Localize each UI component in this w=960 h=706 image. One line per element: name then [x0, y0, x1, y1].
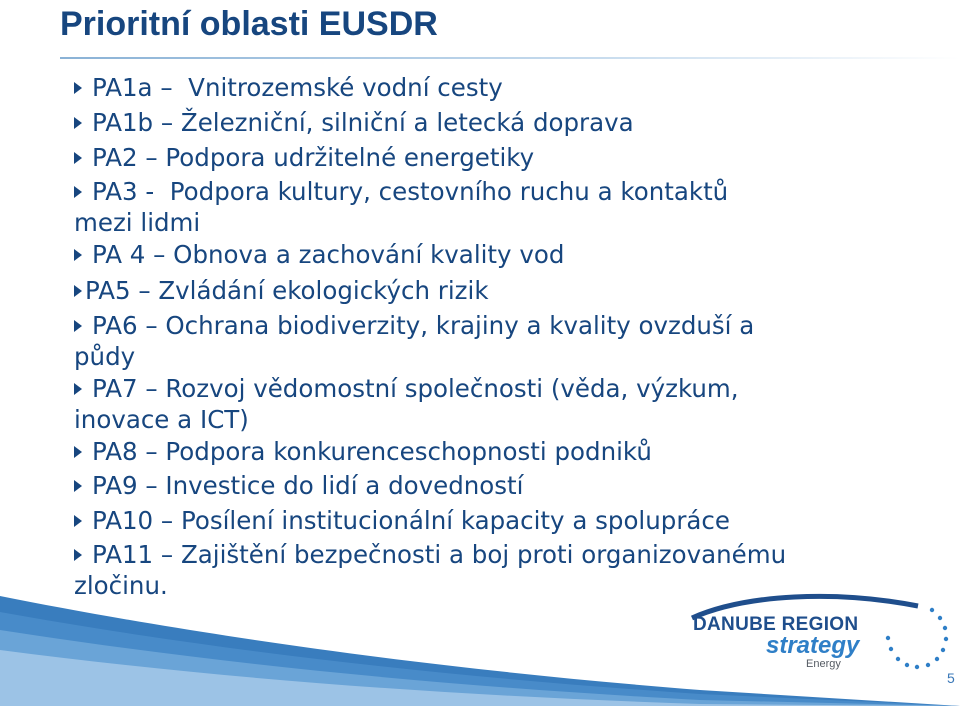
list-item-text: PA8 – Podpora konkurenceschopnosti podniků — [92, 437, 652, 466]
logo-text-strategy: strategy — [766, 632, 860, 659]
list-item-text: PA9 – Investice do lidí a dovedností — [92, 471, 524, 500]
list-item-text: PA 4 – Obnova a zachování kvality vod — [92, 240, 565, 269]
list-item-text: PA11 – Zajištění bezpečnosti a boj proti organizovanému zločinu. — [74, 540, 787, 600]
list-item-text: PA1a – Vnitrozemské vodní cesty — [92, 73, 503, 102]
list-item-text: PA6 – Ochrana biodiverzity, krajiny a kvality ovzduší a půdy — [74, 311, 755, 371]
list-item-text: PA5 – Zvládání ekologických rizik — [85, 276, 489, 305]
list-item-text: PA3 - Podpora kultury, cestovního ruchu a kontaktů mezi lidmi — [74, 177, 729, 237]
logo-text-energy: Energy — [806, 658, 841, 670]
list-item-text: PA7 – Rozvoj vědomostní společnosti (věda, výzkum, inovace a ICT) — [74, 374, 739, 434]
list-item-text: PA10 – Posílení institucionální kapacity a spolupráce — [92, 506, 730, 535]
logo-text-danube-region: DANUBE REGION — [693, 614, 859, 635]
list-item-text: PA2 – Podpora udržitelné energetiky — [92, 143, 535, 172]
danube-region-strategy-logo — [686, 588, 954, 678]
slide-title: Prioritní oblasti EUSDR — [60, 5, 438, 43]
list-item-text: PA1b – Železniční, silniční a letecká doprava — [92, 108, 634, 137]
slide-number: 5 — [947, 670, 955, 686]
